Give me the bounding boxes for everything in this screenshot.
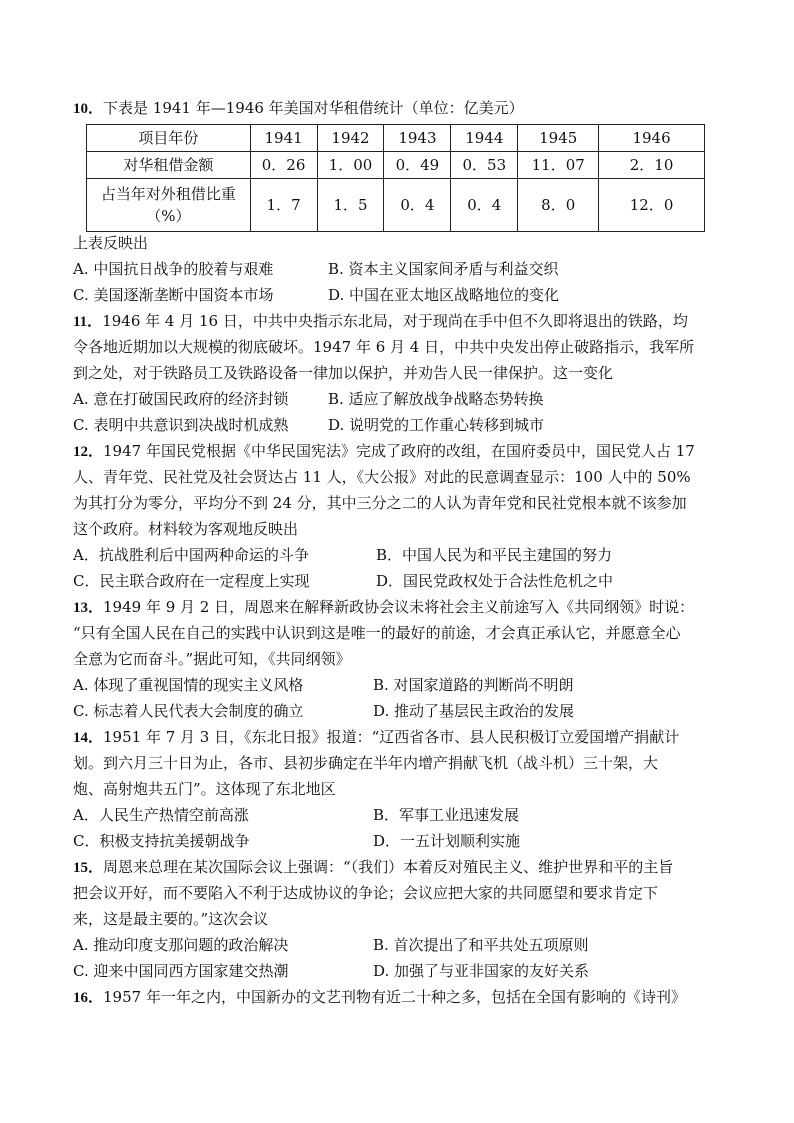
table-row-share [87,179,705,232]
table-cell: 8．0 [518,179,599,232]
q11-option-a[interactable]: A. 意在打破国民政府的经济封锁 [73,390,289,408]
table-cell: 1．5 [317,179,384,232]
q15-option-b[interactable]: B. 首次提出了和平共处五项原则 [373,936,589,954]
q12-options-row1 [73,544,733,568]
q11-option-c[interactable]: C. 表明中共意识到决战时机成熟 [73,416,289,434]
q12-stem-line [73,440,733,464]
q14-options-row2 [73,830,733,854]
q11-option-d[interactable]: D. 说明党的工作重心转移到城市 [328,416,545,434]
q14-options-row1 [73,804,733,828]
table-header-label: 项目年份 [87,125,251,152]
q11-stem-text: 1946 年 4 月 16 日，中共中央指示东北局，对于现尚在手中但不久即将退出的铁路，均 [102,312,688,330]
q13-option-d[interactable]: D. 推动了基层民主政治的发展 [373,702,575,720]
table-cell: 11．07 [518,152,599,179]
q11-option-b[interactable]: B. 适应了解放战争战略态势转换 [328,390,544,408]
q12-stem-text: 1947 年国民党根据《中华民国宪法》完成了政府的改组，在国府委员中，国民党人占 17 [103,442,695,460]
q15-stem-line: 来，这是最主要的。”这次会议 [73,910,269,928]
q13-options-row2 [73,700,733,724]
q10-option-b[interactable]: B. 资本主义国家间矛盾与利益交织 [328,260,559,278]
q13-stem-line: 全意为它而奋斗。”据此可知，《共同纲领》 [73,650,351,668]
table-row-label-line2: （%） [146,207,191,225]
q12-stem-line: 这个政府。材料较为客观地反映出 [73,520,299,538]
table-year-cell: 1945 [518,125,599,152]
q12-number: 12． [73,444,104,460]
q12-stem-line: 为其打分为零分，平均分不到 24 分，其中三分之二的人认为青年党和民社党根本就不该参加 [73,494,687,512]
q12-option-c[interactable]: C．民主联合政府在一定程度上实现 [73,572,310,590]
table-cell: 0．26 [250,152,317,179]
q10-tail: 上表反映出 [73,234,149,252]
table-cell: 2．10 [599,152,705,179]
table-cell: 0．4 [384,179,451,232]
table-year-cell: 1946 [599,125,705,152]
q11-options-row2 [73,414,733,438]
q11-number: 11． [73,314,103,330]
q10-stem-text: 下表是 1941 年—1946 年美国对华租借统计（单位：亿美元） [103,99,524,117]
q16-stem-line [73,986,733,1010]
q12-options-row2 [73,570,733,594]
table-cell: 12．0 [599,179,705,232]
table-row-amount [87,152,705,179]
q11-stem-line: 令各地近期加以大规模的彻底破坏。1947 年 6 月 4 日，中共中央发出停止破路指示，我军所 [73,338,695,356]
q13-stem-text: 1949 年 9 月 2 日，周恩来在解释新政协会议未将社会主义前途写入《共同纲领》时说： [103,598,695,616]
table-year-cell: 1942 [317,125,384,152]
table-row-label: 对华租借金额 [87,152,251,179]
q14-option-d[interactable]: D．一五计划顺利实施 [373,832,521,850]
q13-number: 13． [73,600,104,616]
q12-option-a[interactable]: A．抗战胜利后中国两种命运的斗争 [73,546,309,564]
q16-number: 16． [73,990,104,1006]
q12-stem-line: 人、青年党、民社党及社会贤达占 11 人，《大公报》对此的民意调查显示：100 人中的 50% [73,468,691,486]
q13-stem-line [73,596,733,620]
table-year-cell: 1943 [384,125,451,152]
q14-option-c[interactable]: C．积极支持抗美援朝战争 [73,832,250,850]
q13-stem-line: “只有全国人民在自己的实践中认识到这是唯一的最好的前途，才会真正承认它，并愿意全心 [73,624,681,642]
q11-options-row1 [73,388,733,412]
q16-stem-text: 1957 年一年之内，中国新办的文艺刊物有近二十种之多，包括在全国有影响的《诗刊》 [103,988,686,1006]
q15-options-row2 [73,960,733,984]
q15-number: 15． [73,860,104,876]
q14-option-b[interactable]: B．军事工业迅速发展 [373,806,520,824]
q15-stem-line [73,856,733,880]
q14-option-a[interactable]: A．人民生产热情空前高涨 [73,806,249,824]
q14-stem-line [73,726,733,750]
q11-stem-line: 到之处，对于铁路员工及铁路设备一律加以保护，并劝告人民一律保护。这一变化 [73,364,614,382]
q15-option-c[interactable]: C. 迎来中国同西方国家建交热潮 [73,962,289,980]
q14-stem-line: 炮、高射炮共五门”。这体现了东北地区 [73,780,336,798]
q15-stem-line: 把会议开好，而不要陷入不利于达成协议的争论；会议应把大家的共同愿望和要求肯定下 [73,884,659,902]
lend-lease-table [86,124,705,232]
table-row-label-line1: 占当年对外租借比重 [100,185,236,203]
table-cell: 1．00 [317,152,384,179]
q12-option-d[interactable]: D．国民党政权处于合法性危机之中 [376,572,614,590]
q11-stem-line [73,310,733,334]
q13-option-c[interactable]: C. 标志着人民代表大会制度的确立 [73,702,304,720]
table-year-cell: 1941 [250,125,317,152]
q14-stem-line: 划。到六月三十日为止，各市、县初步确定在半年内增产捐献飞机（战斗机）三十架，大 [73,754,659,772]
q14-stem-text: 1951 年 7 月 3 日，《东北日报》报道：“辽西省各市、县人民积极订立爱国增产捐献计 [103,728,680,746]
q15-option-d[interactable]: D. 加强了与亚非国家的友好关系 [373,962,590,980]
q10-stem [73,97,733,121]
q10-number: 10． [73,101,104,117]
table-cell: 0．49 [384,152,451,179]
table-cell: 1．7 [250,179,317,232]
q13-option-b[interactable]: B. 对国家道路的判断尚不明朗 [373,676,574,694]
q15-options-row1 [73,934,733,958]
q10-option-d[interactable]: D. 中国在亚太地区战略地位的变化 [328,286,560,304]
table-header-row [87,125,705,152]
table-row-label [87,179,251,232]
q10-option-a[interactable]: A. 中国抗日战争的胶着与艰难 [73,260,274,278]
table-cell: 0．53 [451,152,518,179]
q10-option-c[interactable]: C. 美国逐渐垄断中国资本市场 [73,286,274,304]
q13-options-row1 [73,674,733,698]
q13-option-a[interactable]: A. 体现了重视国情的现实主义风格 [73,676,304,694]
q10-options-row1 [73,258,733,282]
q10-options-row2 [73,284,733,308]
table-cell: 0．4 [451,179,518,232]
table-year-cell: 1944 [451,125,518,152]
q15-option-a[interactable]: A. 推动印度支那问题的政治解决 [73,936,289,954]
q12-option-b[interactable]: B．中国人民为和平民主建国的努力 [376,546,613,564]
q15-stem-text: 周恩来总理在某次国际会议上强调：“（我们）本着反对殖民主义、维护世界和平的主旨 [103,858,674,876]
q14-number: 14． [73,730,104,746]
